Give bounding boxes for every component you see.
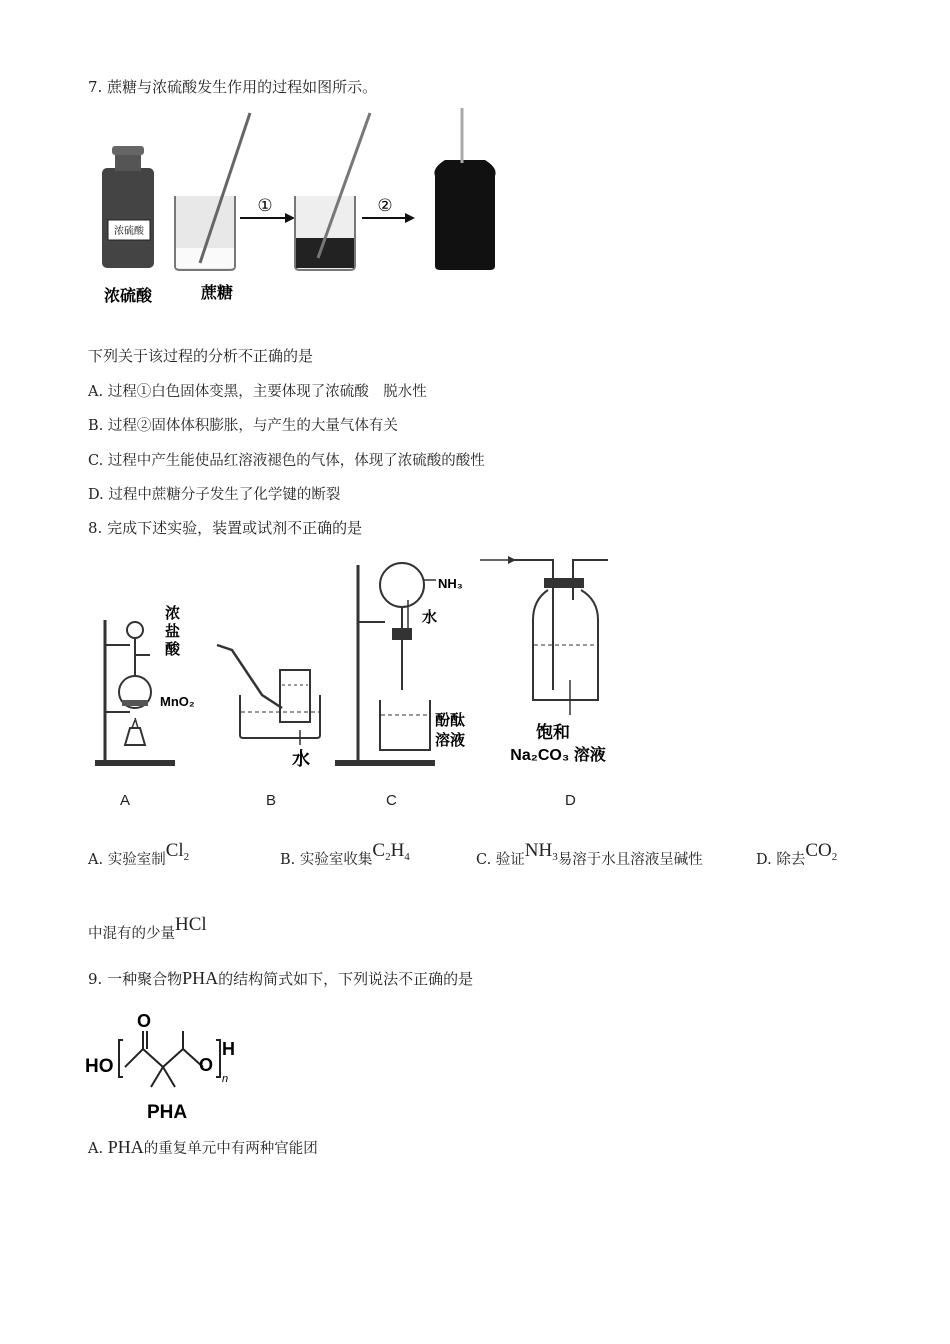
- q8-stem: 8. 完成下述实验，装置或试剂不正确的是: [88, 519, 363, 537]
- acid-bottle: [102, 146, 154, 268]
- q9-structure: [85, 1005, 260, 1125]
- q7-option-a[interactable]: A. 过程①白色固体变黑，主要体现了浓硫酸 脱水性: [88, 384, 427, 400]
- q8-option-b[interactable]: [280, 840, 410, 871]
- beaker-black-expanded: [434, 108, 495, 270]
- q8-c-chem: $NH_3$: [524, 840, 558, 863]
- struct-name: PHA: [147, 1102, 188, 1123]
- fig-label-a: A: [120, 792, 131, 809]
- figa-l3: 酸: [165, 641, 181, 658]
- struct-h: H: [222, 1039, 235, 1059]
- q8-option-d[interactable]: [756, 840, 838, 871]
- q8-option-d-cont: 中混有的少量HCl: [88, 914, 207, 942]
- figc-l1: 酚酞: [435, 712, 466, 729]
- step2-label: ②: [377, 196, 393, 215]
- q8-d-chem2: HCl: [175, 914, 207, 935]
- q8-option-c[interactable]: [476, 840, 703, 871]
- beaker-sugar: [175, 113, 250, 270]
- q7-option-d[interactable]: D. 过程中蔗糖分子发生了化学键的断裂: [88, 487, 341, 503]
- fig-label-b: B: [266, 792, 277, 809]
- beaker-black-small: [295, 113, 370, 270]
- q7-stem: 7. 蔗糖与浓硫酸发生作用的过程如图所示。: [88, 78, 378, 96]
- fig-label-c: C: [386, 792, 397, 809]
- q8-option-a[interactable]: [88, 840, 190, 871]
- q8-b-text: B. 实验室收集: [280, 852, 373, 868]
- q7-prompt: 下列关于该过程的分析不正确的是: [88, 347, 314, 365]
- label-sugar: 蔗糖: [200, 285, 234, 302]
- q8-b-chem: $C_2H_4$: [372, 840, 410, 863]
- q8-figure-b: [212, 640, 337, 775]
- q9-stem: 9. 一种聚合物PHA的结构简式如下，下列说法不正确的是: [88, 968, 474, 988]
- struct-o-top: O: [137, 1011, 152, 1031]
- bottle-label: 浓硫酸: [114, 226, 144, 237]
- struct-ho: HO: [85, 1056, 114, 1077]
- q8-figure-d: [478, 550, 633, 770]
- figa-l2: 盐: [165, 623, 181, 640]
- q8-c-text: C. 验证: [476, 852, 525, 868]
- q8-a-text: A. 实验室制: [88, 852, 166, 868]
- fig-label-d: D: [565, 792, 576, 809]
- figc-water: 水: [422, 609, 438, 626]
- figd-l1: 饱和: [536, 723, 570, 742]
- q8-figure-a: [90, 600, 210, 775]
- figa-l1: 浓: [165, 605, 181, 622]
- q8-c-post: 易溶于水且溶液呈碱性: [557, 852, 703, 868]
- q8-figure-c: [330, 560, 480, 775]
- q8-d-text: D. 除去: [756, 852, 806, 868]
- figc-nh3: NH₃: [438, 576, 463, 591]
- figa-mno2: MnO₂: [160, 694, 195, 709]
- step1-label: ①: [257, 196, 273, 215]
- q8-a-chem: $Cl_2$: [165, 840, 190, 863]
- q8-d-chem: $CO_2$: [805, 840, 838, 863]
- q7-figure: [90, 108, 510, 313]
- figc-l2: 溶液: [435, 732, 466, 749]
- figd-l2: Na₂CO₃ 溶液: [510, 747, 606, 764]
- struct-o-ring: O: [199, 1055, 214, 1075]
- q7-option-b[interactable]: B. 过程②固体体积膨胀，与产生的大量气体有关: [88, 418, 398, 434]
- q9-option-a[interactable]: A. PHA的重复单元中有两种官能团: [88, 1137, 318, 1157]
- struct-n: n: [222, 1073, 229, 1085]
- label-acid: 浓硫酸: [103, 288, 153, 305]
- q7-option-c[interactable]: C. 过程中产生能使品红溶液褪色的气体，体现了浓硫酸的酸性: [88, 453, 485, 469]
- figb-water: 水: [292, 749, 310, 769]
